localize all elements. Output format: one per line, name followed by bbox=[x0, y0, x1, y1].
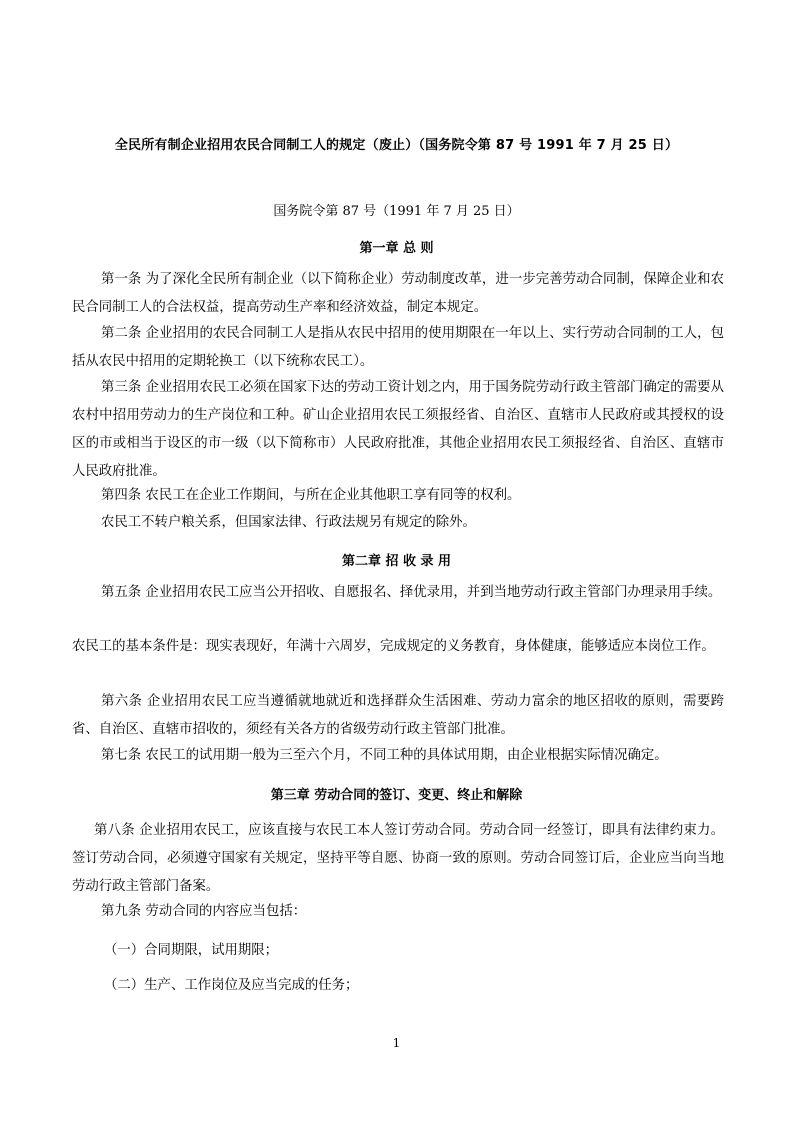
article-4-clause: 农民工不转户粮关系，但国家法律、行政法规另有规定的除外。 bbox=[101, 515, 476, 530]
list-item: （一）合同期限，试用期限； bbox=[104, 943, 279, 958]
article-6: 第六条 企业招用农民工应当遵循就地就近和选择群众生活困难、劳动力富余的地区招收的原则，需要跨省、自治区、直辖市招收的，须经有关各方的省级劳动行政主管部门批准。 bbox=[72, 694, 724, 737]
chapter-heading-1: 第一章 总 则 bbox=[359, 241, 434, 256]
article-5-clause: 农民工的基本条件是：现实表现好，年满十六周岁，完成规定的义务教育，身体健康，能够适应本岗位工作。 bbox=[72, 639, 715, 654]
article-3: 第三条 企业招用农民工必须在国家下达的劳动工资计划之内，用于国务院劳动行政主管部门确定的需要从农村中招用劳动力的生产岗位和工种。矿山企业招用农民工须报经省、自治区、直辖市人民政府或其授权的设区的市或相当于设区的市一级（以下简称市）人民政府批准，其他企业招用农民工须报经省、自治区、直辖市人民政府批准。 bbox=[72, 380, 724, 479]
article-1: 第一条 为了深化全民所有制企业（以下简称企业）劳动制度改革，进一步完善劳动合同制，保障企业和农民合同制工人的合法权益，提高劳动生产率和经济效益，制定本规定。 bbox=[72, 272, 724, 315]
chapter-heading-3: 第三章 劳动合同的签订、变更、终止和解除 bbox=[270, 788, 523, 803]
chapter-heading-2: 第二章 招 收 录 用 bbox=[341, 554, 452, 569]
article-8: 第八条 企业招用农民工，应该直接与农民工本人签订劳动合同。劳动合同一经签订，即具有法律约束力。签订劳动合同，必须遵守国家有关规定，坚持平等自愿、协商一致的原则。劳动合同签订后，企业应当向当地劳动行政主管部门备案。 bbox=[72, 823, 724, 894]
list-item: （二）生产、工作岗位及应当完成的任务； bbox=[104, 978, 359, 993]
document-title: 全民所有制企业招用农民合同制工人的规定（废止）（国务院令第 87 号 1991 年 7 月 25 日） bbox=[114, 138, 679, 153]
decree-subtitle: 国务院令第 87 号（1991 年 7 月 25 日） bbox=[273, 204, 520, 219]
article-5: 第五条 企业招用农民工应当公开招收、自愿报名、择优录用，并到当地劳动行政主管部门办理录用手续。 bbox=[101, 585, 722, 600]
page-number: 1 bbox=[392, 1036, 401, 1050]
article-4: 第四条 农民工在企业工作期间，与所在企业其他职工享有同等的权利。 bbox=[101, 488, 521, 503]
article-2: 第二条 企业招用的农民合同制工人是指从农民中招用的使用期限在一年以上、实行劳动合同制的工人，包括从农民中招用的定期轮换工（以下统称农民工）。 bbox=[72, 326, 724, 369]
article-7: 第七条 农民工的试用期一般为三至六个月，不同工种的具体试用期，由企业根据实际情况确定。 bbox=[101, 748, 668, 763]
article-9: 第九条 劳动合同的内容应当包括： bbox=[101, 904, 307, 919]
